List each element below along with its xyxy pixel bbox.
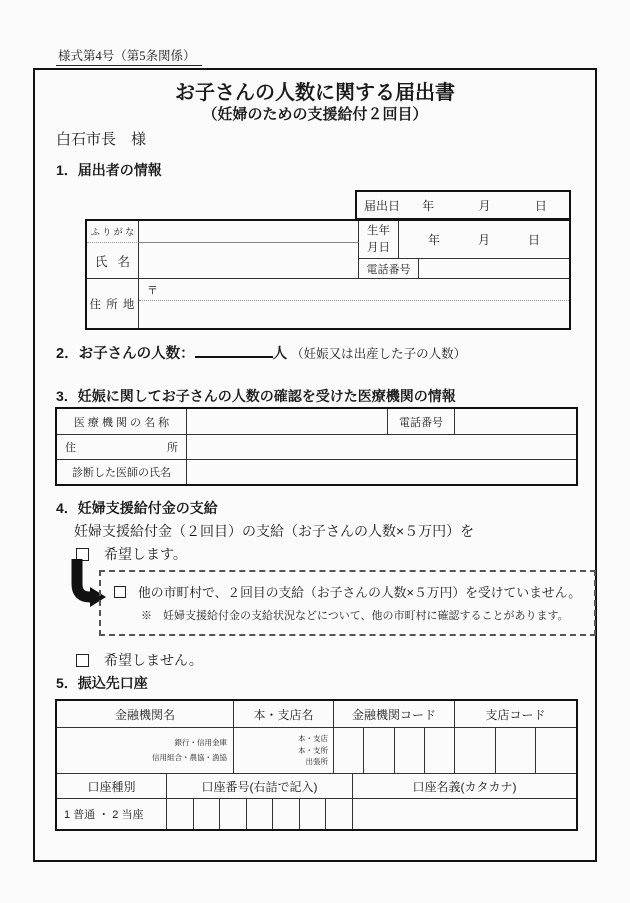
branch-code-cell[interactable] bbox=[536, 728, 576, 773]
declaration-line bbox=[114, 582, 584, 601]
birthdate-label-line1: 生年 bbox=[367, 224, 390, 237]
section5-heading: 5．振込先口座 bbox=[56, 675, 148, 691]
account-number-header: 口座番号(右詰で記入) bbox=[167, 774, 353, 798]
bank-header-row bbox=[57, 701, 576, 727]
account-number-cells bbox=[167, 799, 353, 829]
medical-name-label: 医 療 機 関 の 名 称 bbox=[57, 409, 187, 434]
bank-account-table bbox=[55, 699, 578, 831]
bank-code-cell[interactable] bbox=[425, 728, 454, 773]
addressee: 白石市長 様 bbox=[56, 131, 147, 148]
bank-code-cell[interactable] bbox=[364, 728, 394, 773]
account-number-cell[interactable] bbox=[167, 799, 194, 829]
year-label: 年 bbox=[427, 233, 440, 247]
name-label bbox=[87, 243, 139, 279]
section4-heading: 4．妊婦支援給付金の支給 bbox=[56, 500, 218, 516]
option-yes-label: 希望します。 bbox=[104, 546, 187, 562]
account-type-options[interactable]: 1 普通 ・ 2 当座 bbox=[57, 799, 167, 829]
branch-code-cell[interactable] bbox=[496, 728, 537, 773]
account-header-row bbox=[57, 773, 576, 798]
branch-name-field[interactable] bbox=[234, 728, 334, 773]
form-code: 様式第4号（第5条関係） bbox=[56, 46, 202, 66]
medical-address-field[interactable] bbox=[187, 435, 576, 459]
birthdate-field[interactable] bbox=[399, 221, 569, 259]
children-count-field[interactable] bbox=[195, 343, 273, 358]
account-name-field[interactable] bbox=[353, 799, 576, 829]
birthdate-label bbox=[359, 221, 399, 259]
option-no-line bbox=[76, 650, 203, 670]
branch-type-line2: 本・支所 bbox=[298, 745, 328, 755]
section2-line bbox=[56, 342, 466, 363]
doctor-name-label: 診断した医師の氏名 bbox=[57, 460, 187, 484]
account-name-header: 口座名義(カタカナ) bbox=[412, 779, 517, 794]
bank-code-cells bbox=[334, 728, 455, 773]
bank-name-header: 金融機関名 bbox=[57, 701, 234, 727]
option-no-checkbox[interactable] bbox=[76, 654, 89, 667]
applicant-table bbox=[85, 219, 571, 330]
account-number-cell[interactable] bbox=[247, 799, 274, 829]
medical-phone-label: 電話番号 bbox=[387, 409, 455, 434]
section1-heading: 1．届出者の情報 bbox=[56, 162, 162, 178]
phone-label: 電話番号 bbox=[359, 259, 419, 279]
bank-code-cell[interactable] bbox=[334, 728, 364, 773]
branch-code-cell[interactable] bbox=[455, 728, 496, 773]
declaration-label: 他の市町村で、２回目の支給（お子さんの人数×５万円）を受けていません。 bbox=[138, 585, 582, 600]
benefit-intro: 妊婦支援給付金（２回目）の支給（お子さんの人数×５万円）を bbox=[74, 523, 475, 539]
medical-institution-table bbox=[55, 407, 578, 486]
account-number-cell[interactable] bbox=[220, 799, 247, 829]
bank-type-line1: 銀行・信用金庫 bbox=[174, 738, 227, 748]
bank-input-row bbox=[57, 727, 576, 773]
branch-code-cells bbox=[455, 728, 576, 773]
medical-address-label-start: 住 bbox=[65, 442, 76, 454]
account-type-header: 口座種別 bbox=[57, 774, 167, 798]
form-subtitle: （妊婦のための支援給付２回目） bbox=[202, 106, 428, 123]
birthdate-label-line2: 月日 bbox=[367, 241, 390, 254]
phone-field[interactable] bbox=[419, 259, 569, 279]
month-label: 月 bbox=[478, 198, 491, 213]
medical-address-label-end: 所 bbox=[167, 442, 178, 454]
branch-name-header: 本・支店名 bbox=[234, 701, 334, 727]
branch-type-line1: 本・支店 bbox=[298, 734, 328, 744]
name-label-end: 名 bbox=[117, 254, 130, 269]
name-field[interactable] bbox=[139, 243, 359, 279]
declaration-box bbox=[99, 570, 596, 636]
bank-name-field[interactable] bbox=[57, 728, 234, 773]
day-label: 日 bbox=[527, 233, 540, 247]
form-title: お子さんの人数に関する届出書 bbox=[175, 82, 455, 104]
postal-code-line[interactable]: 〒 bbox=[139, 279, 569, 301]
section3-heading: 3．妊娠に関してお子さんの人数の確認を受けた医療機関の情報 bbox=[56, 388, 456, 404]
report-date-box[interactable] bbox=[355, 190, 571, 220]
declaration-checkbox[interactable] bbox=[114, 586, 126, 598]
children-count-label: 2．お子さんの人数： bbox=[56, 346, 195, 362]
furigana-label: ふ り が な bbox=[87, 221, 139, 243]
report-date-units bbox=[400, 197, 569, 214]
children-count-unit: 人 bbox=[272, 346, 288, 362]
bank-type-line2: 信用組合・農協・漁協 bbox=[152, 752, 227, 762]
month-label: 月 bbox=[477, 233, 490, 247]
bank-code-cell[interactable] bbox=[395, 728, 425, 773]
branch-type-line3: 出張所 bbox=[305, 757, 328, 767]
report-date-label: 届出日 bbox=[364, 198, 401, 213]
medical-address-row bbox=[57, 434, 576, 459]
furigana-field[interactable] bbox=[139, 221, 359, 243]
bank-code-header: 金融機関コード bbox=[334, 701, 455, 727]
day-label: 日 bbox=[534, 198, 547, 213]
doctor-name-row bbox=[57, 459, 576, 484]
branch-code-header: 支店コード bbox=[485, 707, 546, 722]
account-number-cell[interactable] bbox=[194, 799, 221, 829]
year-label: 年 bbox=[422, 198, 435, 213]
medical-name-field[interactable] bbox=[187, 409, 387, 434]
option-no-label: 希望しません。 bbox=[104, 652, 203, 668]
medical-address-label bbox=[57, 435, 187, 459]
name-label-start: 氏 bbox=[95, 254, 108, 269]
account-input-row bbox=[57, 798, 576, 829]
account-number-cell[interactable] bbox=[300, 799, 327, 829]
account-number-cell[interactable] bbox=[273, 799, 300, 829]
address-label: 住 所 地 bbox=[87, 279, 139, 328]
medical-phone-field[interactable] bbox=[455, 409, 576, 434]
children-count-note: （妊娠又は出産した子の人数） bbox=[291, 347, 467, 361]
doctor-name-field[interactable] bbox=[187, 460, 576, 484]
account-number-cell[interactable] bbox=[326, 799, 352, 829]
address-field[interactable] bbox=[139, 279, 569, 328]
declaration-note: ※ 妊婦支援給付金の支給状況などについて、他の市町村に確認することがあります。 bbox=[141, 610, 569, 622]
medical-name-row bbox=[57, 409, 576, 434]
